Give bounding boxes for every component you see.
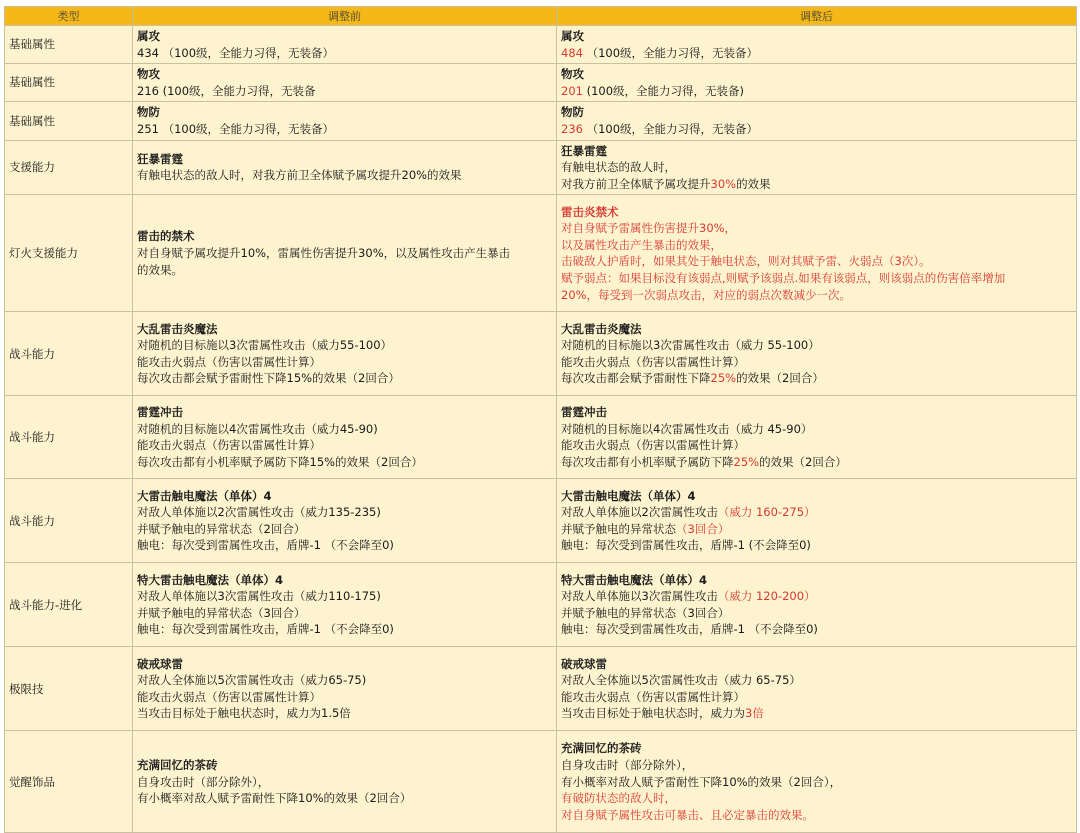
detail-line: 对敌人全体施以5次雷属性攻击（威力65-75)	[137, 673, 367, 688]
before-cell	[133, 479, 557, 563]
detail-line: 每次攻击都有小机率赋予属防下降15%的效果（2回合）	[137, 454, 423, 469]
changed-line: 有破防状态的敌人时，	[561, 791, 676, 806]
table-row	[5, 396, 1077, 479]
after-cell	[557, 396, 1077, 479]
detail-line: 能攻击火弱点（伤害以雷属性计算）	[137, 438, 321, 453]
type-cell: 觉醒饰品	[5, 731, 133, 833]
detail-line: 有触电状态的敌人时，对我方前卫全体赋予属攻提升20%的效果	[137, 168, 462, 183]
detail-line	[561, 454, 1072, 471]
header-before: 调整前	[133, 7, 557, 26]
detail-line: 触电：每次受到雷属性攻击，盾牌-1 （不会降至0)	[137, 622, 394, 637]
type-cell: 极限技	[5, 647, 133, 731]
table-row	[5, 140, 1077, 195]
detail-line: 有小概率对敌人赋予雷耐性下降10%的效果（2回合）	[137, 791, 412, 806]
skill-title: 雷霆冲击	[561, 405, 607, 420]
header-type: 类型	[5, 7, 133, 26]
changed-value: 25%	[733, 454, 760, 469]
detail-line: 触电：每次受到雷属性攻击，盾牌-1 (不会降至0)	[561, 538, 811, 553]
detail-line	[561, 705, 1072, 722]
detail-line: 216 (100级，全能力习得，无装备	[137, 83, 316, 98]
type-cell: 战斗能力	[5, 312, 133, 396]
table-row	[5, 731, 1077, 833]
detail-line	[561, 45, 1072, 62]
table-row	[5, 26, 1077, 64]
skill-title: 雷击的禁术	[137, 229, 195, 244]
detail-line: 并赋予触电的异常状态（3回合）	[137, 605, 306, 620]
detail-line	[561, 521, 1072, 538]
changed-line: 赋予弱点：如果目标没有该弱点,则赋予该弱点.如果有该弱点，则该弱点的伤害倍率增加	[561, 270, 1006, 285]
detail-line: 对随机的目标施以3次雷属性攻击（威力 55-100）	[561, 338, 820, 353]
skill-title: 雷击炎禁术	[561, 204, 619, 219]
header-after: 调整后	[557, 7, 1077, 26]
detail-line: 能攻击火弱点（伤害以雷属性计算）	[561, 354, 745, 369]
skill-title: 属攻	[137, 29, 160, 43]
detail-line: 对敌人单体施以2次雷属性攻击（威力135-235)	[137, 505, 381, 520]
skill-title: 特大雷击触电魔法（单体）4	[561, 572, 708, 587]
type-cell: 战斗能力	[5, 479, 133, 563]
detail-line	[561, 121, 1072, 138]
changed-value: 201	[561, 83, 583, 98]
detail-line: 对敌人全体施以5次雷属性攻击（威力 65-75）	[561, 673, 801, 688]
after-cell	[557, 563, 1077, 647]
after-cell	[557, 479, 1077, 563]
detail-line	[561, 588, 1072, 605]
detail-line: 自身攻击时（部分除外），	[137, 774, 270, 789]
before-cell	[133, 312, 557, 396]
after-cell	[557, 64, 1077, 102]
detail-line: 能攻击火弱点（伤害以雷属性计算）	[137, 354, 321, 369]
after-cell	[557, 195, 1077, 312]
detail-text: 每次攻击都会赋予雷耐性下降	[561, 371, 711, 386]
detail-line: 并赋予触电的异常状态（3回合）	[561, 605, 730, 620]
detail-line: 对敌人单体施以3次雷属性攻击（威力110-175)	[137, 589, 381, 604]
before-cell	[133, 140, 557, 195]
skill-title: 大乱雷击炎魔法	[137, 321, 218, 336]
detail-text: 并赋予触电的异常状态	[561, 521, 676, 536]
after-cell	[557, 312, 1077, 396]
table-row	[5, 102, 1077, 140]
detail-line: 对随机的目标施以4次雷属性攻击（威力 45-90）	[561, 421, 813, 436]
skill-title: 属攻	[561, 29, 584, 43]
detail-text: （100级，全能力习得，无装备）	[582, 45, 759, 60]
changed-line: 对自身赋予雷属性伤害提升30%，	[561, 221, 737, 236]
detail-line: 有触电状态的敌人时，	[561, 160, 676, 175]
detail-text: (100级，全能力习得，无装备)	[582, 83, 745, 98]
before-cell	[133, 26, 557, 64]
detail-text: 当攻击目标处于触电状态时，威力为	[561, 706, 745, 721]
changed-value: （威力 120-200）	[717, 589, 816, 604]
detail-line: 251 （100级，全能力习得，无装备）	[137, 121, 335, 136]
before-cell	[133, 563, 557, 647]
type-cell: 战斗能力	[5, 396, 133, 479]
comparison-table	[4, 6, 1077, 833]
skill-title: 物防	[561, 105, 584, 120]
type-cell: 灯火支援能力	[5, 195, 133, 312]
detail-line: 能攻击火弱点（伤害以雷属性计算）	[561, 438, 745, 453]
detail-line	[561, 83, 1072, 100]
type-cell: 战斗能力-进化	[5, 563, 133, 647]
skill-title: 破戒球雷	[137, 656, 183, 671]
detail-text: 对我方前卫全体赋予属攻提升	[561, 176, 711, 191]
after-cell	[557, 647, 1077, 731]
detail-line: 对随机的目标施以3次雷属性攻击（威力55-100）	[137, 338, 393, 353]
detail-line: 能攻击火弱点（伤害以雷属性计算）	[137, 689, 321, 704]
type-cell: 支援能力	[5, 140, 133, 195]
changed-value: 30%	[710, 176, 737, 191]
skill-title: 特大雷击触电魔法（单体）4	[137, 572, 284, 587]
changed-line: 以及属性攻击产生暴击的效果，	[561, 237, 722, 252]
detail-text: 的效果	[736, 176, 771, 191]
before-cell	[133, 396, 557, 479]
before-cell	[133, 731, 557, 833]
table-row	[5, 64, 1077, 102]
detail-line: 对随机的目标施以4次雷属性攻击（威力45-90)	[137, 421, 378, 436]
header-row	[5, 7, 1077, 26]
changed-value: （3回合）	[676, 521, 730, 536]
detail-text: 的效果（2回合）	[736, 371, 824, 386]
before-cell	[133, 64, 557, 102]
detail-line: 每次攻击都会赋予雷耐性下降15%的效果（2回合）	[137, 371, 400, 386]
skill-title: 充满回忆的茶砖	[137, 757, 218, 772]
changed-value: 3倍	[745, 706, 764, 721]
detail-line: 434 （100级，全能力习得，无装备）	[137, 45, 335, 60]
changed-value: （威力 160-275）	[717, 505, 816, 520]
type-cell: 基础属性	[5, 64, 133, 102]
changed-value: 236	[561, 121, 583, 136]
table-row	[5, 479, 1077, 563]
before-cell	[133, 102, 557, 140]
detail-text: 的效果（2回合）	[759, 454, 847, 469]
type-cell: 基础属性	[5, 102, 133, 140]
detail-text: 对敌人单体施以3次雷属性攻击	[561, 589, 718, 604]
after-cell	[557, 26, 1077, 64]
skill-title: 物防	[137, 105, 160, 120]
detail-line: 自身攻击时（部分除外），	[561, 757, 694, 772]
detail-text: 每次攻击都有小机率赋予属防下降	[561, 454, 734, 469]
detail-line: 对自身赋予属攻提升10%，雷属性伤害提升30%，以及属性攻击产生暴击	[137, 246, 511, 261]
detail-line: 能攻击火弱点（伤害以雷属性计算）	[561, 689, 745, 704]
table-row	[5, 563, 1077, 647]
detail-line: 的效果。	[137, 262, 183, 277]
skill-title: 充满回忆的茶砖	[561, 741, 642, 756]
table-row	[5, 312, 1077, 396]
detail-line: 有小概率对敌人赋予雷耐性下降10%的效果（2回合），	[561, 774, 842, 789]
table-row	[5, 195, 1077, 312]
changed-line: 击破敌人护盾时，如果其处于触电状态，则对其赋予雷、火弱点（3次）。	[561, 254, 931, 269]
table-row	[5, 647, 1077, 731]
skill-title: 大雷击触电魔法（单体）4	[561, 488, 696, 503]
detail-line: 当攻击目标处于触电状态时，威力为1.5倍	[137, 706, 351, 721]
detail-line: 触电：每次受到雷属性攻击，盾牌-1 （不会降至0)	[137, 538, 394, 553]
skill-title: 大乱雷击炎魔法	[561, 321, 642, 336]
after-cell	[557, 102, 1077, 140]
detail-text: （100级，全能力习得，无装备）	[582, 121, 759, 136]
skill-title: 狂暴雷霆	[561, 143, 607, 158]
detail-line	[561, 370, 1072, 387]
skill-title: 物攻	[137, 67, 160, 82]
changed-line: 20%，每受到一次弱点攻击，对应的弱点次数减少一次。	[561, 287, 852, 302]
detail-text: 对敌人单体施以2次雷属性攻击	[561, 505, 718, 520]
skill-title: 雷霆冲击	[137, 405, 183, 420]
detail-line	[561, 504, 1072, 521]
changed-line: 对自身赋予属性攻击可暴击、且必定暴击的效果。	[561, 807, 814, 822]
skill-title: 狂暴雷霆	[137, 151, 183, 166]
detail-line	[561, 176, 1072, 193]
skill-title: 物攻	[561, 67, 584, 82]
after-cell	[557, 731, 1077, 833]
type-cell: 基础属性	[5, 26, 133, 64]
detail-line: 触电：每次受到雷属性攻击，盾牌-1 （不会降至0)	[561, 622, 818, 637]
changed-value: 25%	[710, 371, 737, 386]
before-cell	[133, 195, 557, 312]
skill-title: 破戒球雷	[561, 656, 607, 671]
after-cell	[557, 140, 1077, 195]
before-cell	[133, 647, 557, 731]
comparison-sheet	[4, 6, 1076, 822]
detail-line: 并赋予触电的异常状态（2回合）	[137, 521, 306, 536]
changed-value: 484	[561, 45, 583, 60]
skill-title: 大雷击触电魔法（单体）4	[137, 488, 272, 503]
